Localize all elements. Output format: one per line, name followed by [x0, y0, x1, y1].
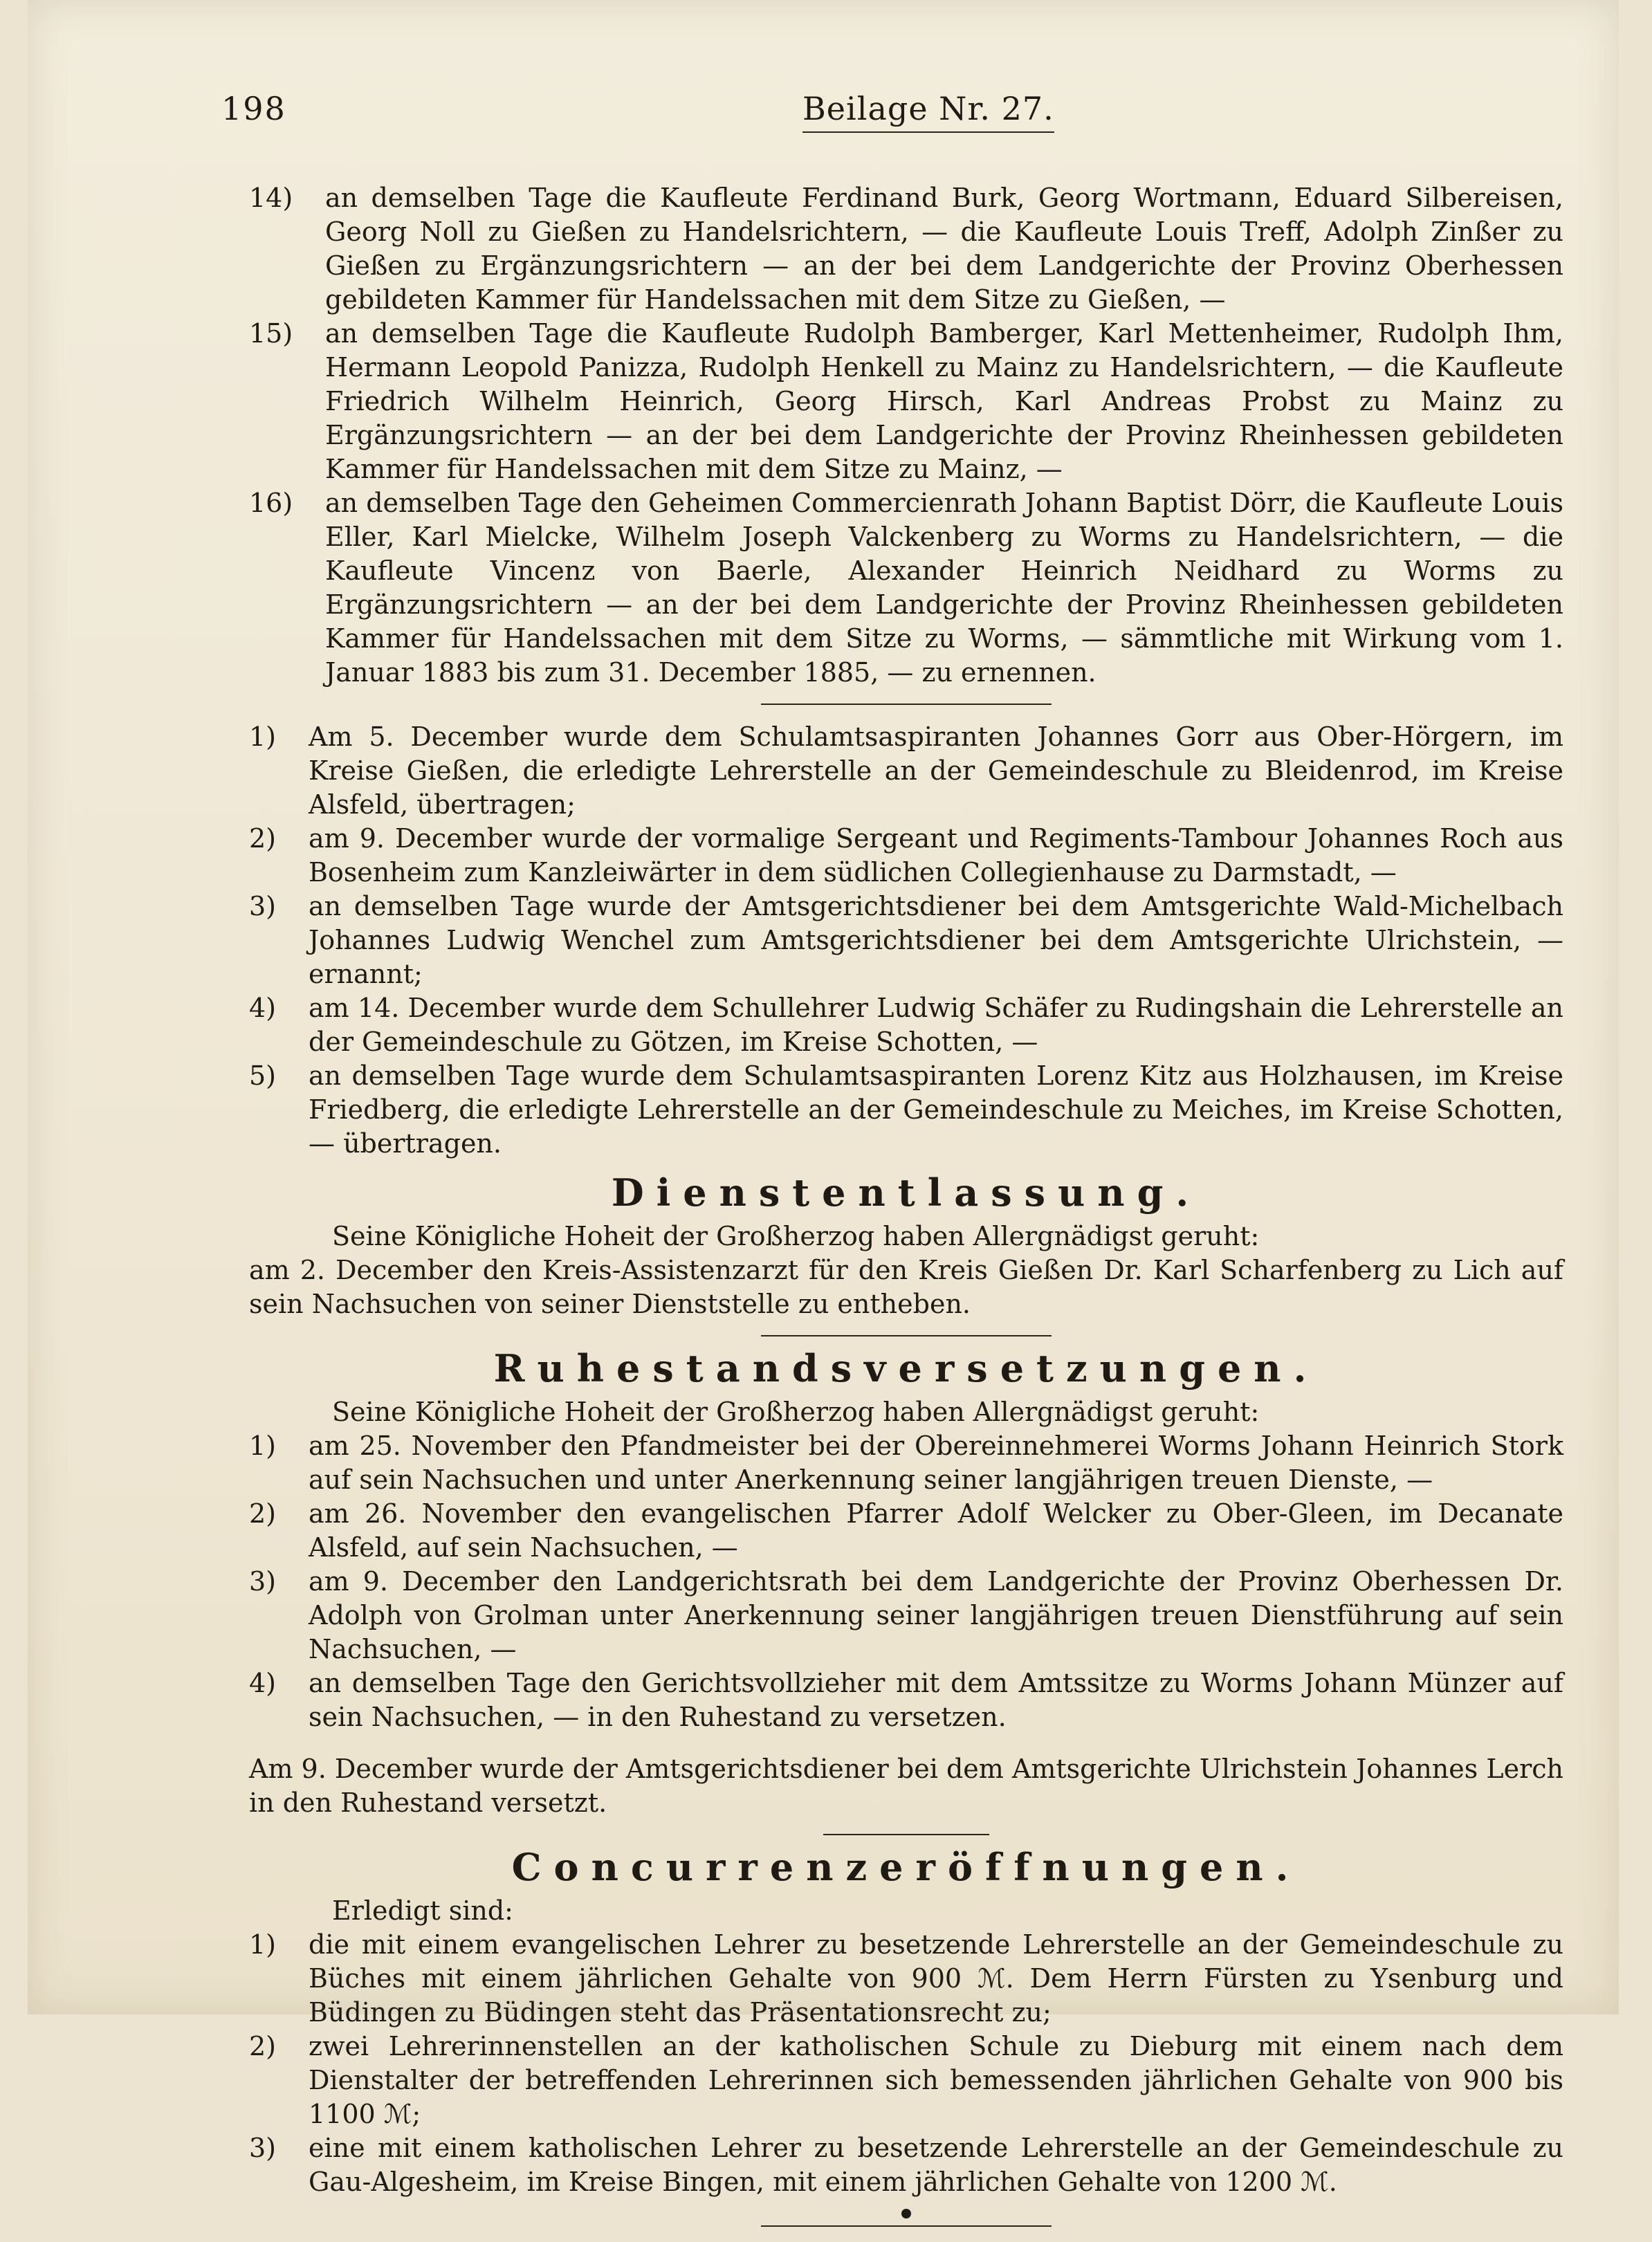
- section-divider: [761, 704, 1052, 705]
- list-item: 3) am 9. December den Landgerichtsrath bei dem Landgerichte der Provinz Oberhessen Dr. Adolph von Grolman unter Anerkennung seiner langjährigen treuen Dienstführung auf sein Nachsuchen, —: [249, 1566, 1563, 1664]
- running-title: Beilage Nr. 27.: [802, 90, 1054, 133]
- paragraph: am 2. December den Kreis-Assistenzarzt für den Kreis Gießen Dr. Karl Scharfenberg zu Lich auf sein Nachsuchen von seiner Dienststelle zu entheben.: [249, 1255, 1563, 1319]
- section-heading-dienstentlassung: Dienstentlassung.: [611, 1170, 1202, 1215]
- section-heading-concurrenzeroeffnungen: Concurrenzeröffnungen.: [511, 1845, 1301, 1889]
- list-item: 1) am 25. November den Pfandmeister bei der Obereinnehmerei Worms Johann Heinrich Stork auf sein Nachsuchen und unter Anerkennung seiner langjährigen treuen Dienste, —: [249, 1431, 1563, 1495]
- section-divider: [823, 1834, 989, 1835]
- list-item: 1) die mit einem evangelischen Lehrer zu besetzende Lehrerstelle an der Gemeindeschule zu Büches mit einem jährlichen Gehalte von 900 ℳ. Dem Herrn Fürsten zu Ysenburg und Büdingen zu Büdingen steht das Präsentationsrecht zu;: [249, 1929, 1563, 2028]
- list-item: 5) an demselben Tage wurde dem Schulamtsaspiranten Lorenz Kitz aus Holzhausen, im Kreise Friedberg, die erledigte Lehrerstelle an der Gemeindeschule zu Meiches, im Kreise Schotten, — übertragen.: [249, 1060, 1563, 1159]
- section-lead: Seine Königliche Hoheit der Großherzog haben Allergnädigst geruht:: [332, 1221, 1260, 1251]
- list-item: 4) an demselben Tage den Gerichtsvollzieher mit dem Amtssitze zu Worms Johann Münzer auf sein Nachsuchen, — in den Ruhestand zu versetzen.: [249, 1668, 1563, 1732]
- vacancies-list: [249, 1928, 1563, 2199]
- section-lead: Seine Königliche Hoheit der Großherzog haben Allergnädigst geruht:: [332, 1397, 1260, 1427]
- list-item: 3) an demselben Tage wurde der Amtsgerichtsdiener bei dem Amtsgerichte Wald-Michelbach Johannes Ludwig Wenchel zum Amtsgerichtsdiener bei dem Amtsgerichte Ulrichstein, — ernannt;: [249, 891, 1563, 989]
- section-divider: [761, 1335, 1052, 1336]
- list-item: 4) am 14. December wurde dem Schullehrer Ludwig Schäfer zu Rudingshain die Lehrerstelle an der Gemeindeschule zu Götzen, im Kreise Schotten, —: [249, 993, 1563, 1057]
- appointments-list: [249, 720, 1563, 1161]
- section-heading-ruhestandsversetzungen: Ruhestandsversetzungen.: [493, 1346, 1319, 1390]
- page-body: [249, 181, 1563, 2242]
- end-ornament: [901, 2209, 911, 2218]
- page-number: 198: [221, 90, 286, 127]
- list-item: 2) zwei Lehrerinnenstellen an der katholischen Schule zu Dieburg mit einem nach dem Dienstalter der betreffenden Lehrerinnen sich bemessenden jährlichen Gehalte von 900 bis 1100 ℳ;: [249, 2031, 1563, 2129]
- end-rule: [761, 2225, 1052, 2227]
- retirements-list: [249, 1429, 1563, 1734]
- section-lead: Erledigt sind:: [332, 1895, 513, 1926]
- paragraph: Am 9. December wurde der Amtsgerichtsdiener bei dem Amtsgerichte Ulrichstein Johannes Lerch in den Ruhestand versetzt.: [249, 1754, 1563, 1818]
- list-item: 15) an demselben Tage die Kaufleute Rudolph Bamberger, Karl Mettenheimer, Rudolph Ihm, Hermann Leopold Panizza, Rudolph Henkell zu Mainz zu Handelsrichtern, — die Kaufleute Friedrich Wilhelm Heinrich, Georg Hirsch, Karl Andreas Probst zu Mainz zu Ergänzungsrichtern — an der bei dem Landgerichte der Provinz Rheinhessen gebildeten Kammer für Handelssachen mit dem Sitze zu Mainz, —: [249, 318, 1563, 484]
- list-item: 16) an demselben Tage den Geheimen Commercienrath Johann Baptist Dörr, die Kaufleute Louis Eller, Karl Mielcke, Wilhelm Joseph Valckenberg zu Worms zu Handelsrichtern, — die Kaufleute Vincenz von Baerle, Alexander Heinrich Neidhard zu Worms zu Ergänzungsrichtern — an der bei dem Landgerichte der Provinz Rheinhessen gebildeten Kammer für Handelssachen mit dem Sitze zu Worms, — sämmtliche mit Wirkung vom 1. Januar 1883 bis zum 31. December 1885, — zu ernennen.: [249, 488, 1563, 688]
- list-item: 2) am 26. November den evangelischen Pfarrer Adolf Welcker zu Ober-Gleen, im Decanate Alsfeld, auf sein Nachsuchen, —: [249, 1498, 1563, 1563]
- list-item: 2) am 9. December wurde der vormalige Sergeant und Regiments-Tambour Johannes Roch aus Bosenheim zum Kanzleiwärter in dem südlichen Collegienhause zu Darmstadt, —: [249, 823, 1563, 888]
- list-item: 3) eine mit einem katholischen Lehrer zu besetzende Lehrerstelle an der Gemeindeschule zu Gau-Algesheim, im Kreise Bingen, mit einem jährlichen Gehalte von 1200 ℳ.: [249, 2133, 1563, 2197]
- list-item: 14) an demselben Tage die Kaufleute Ferdinand Burk, Georg Wortmann, Eduard Silbereisen, Georg Noll zu Gießen zu Handelsrichtern, — die Kaufleute Louis Treff, Adolph Zinßer zu Gießen zu Ergänzungsrichtern — an der bei dem Landgerichte der Provinz Oberhessen gebildeten Kammer für Handelssachen mit dem Sitze zu Gießen, —: [249, 183, 1563, 315]
- document-page: [28, 0, 1619, 2197]
- appointments-judges-list: [249, 181, 1563, 690]
- list-item: 1) Am 5. December wurde dem Schulamtsaspiranten Johannes Gorr aus Ober-Hörgern, im Kreise Gießen, die erledigte Lehrerstelle an der Gemeindeschule zu Bleidenrod, im Kreise Alsfeld, übertragen;: [249, 722, 1563, 820]
